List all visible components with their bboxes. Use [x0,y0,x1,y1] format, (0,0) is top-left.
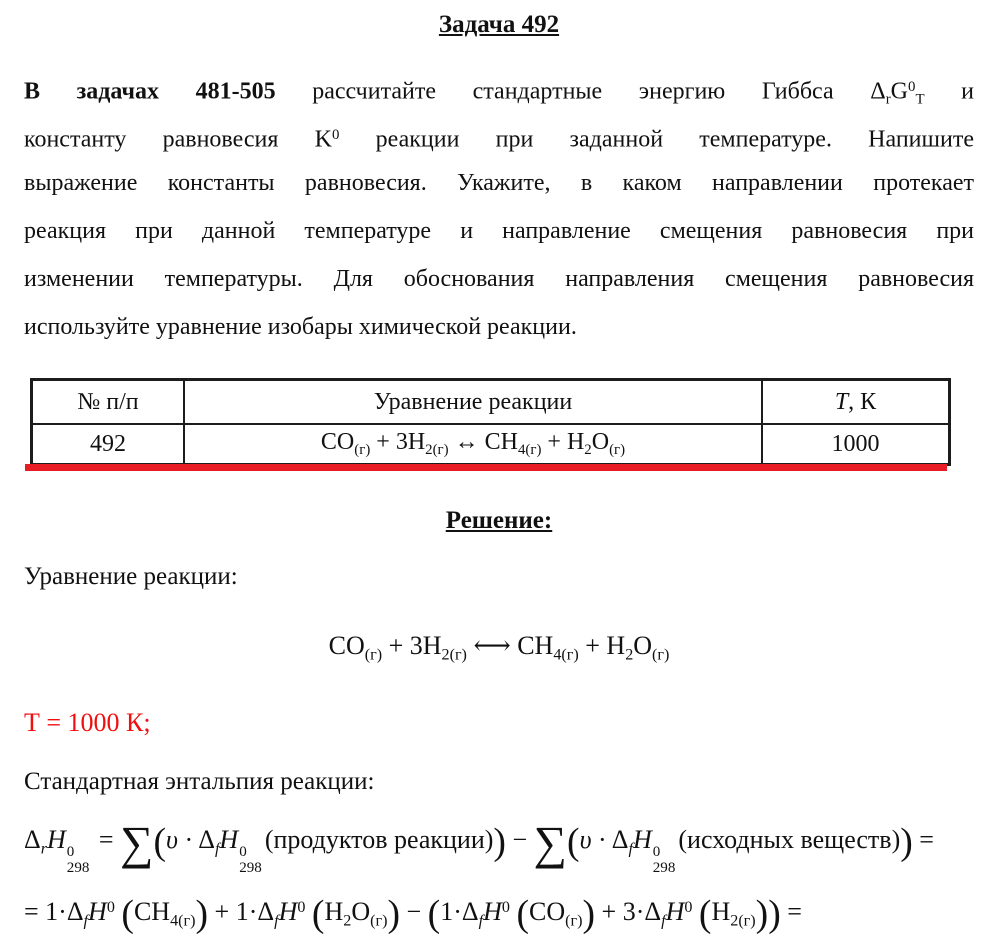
intro-paragraph [24,63,974,351]
reaction-table-wrap [30,378,947,466]
enthalpy-label: Стандартная энтальпия реакции: [24,767,375,795]
enthalpy-formula-general: $\Delta_rH$ 0 298 = $\sum(\upsilon \cdot \Delta_fH$ 0 298 (продуктов реакции)) − $\sum(\upsilon \cdot \Delta_fH$ 0 298 (исходных веществ)) = [24,816,934,876]
col-header-number: № п/п [32,380,185,425]
red-underline-bar [25,464,947,471]
enthalpy-formula-substituted: = $1\cdot\Delta_fH^0$ $(CH_{4(г)}) + 1\cdot\Delta_fH^0$ $(H_2O_{(г)}) - (1\cdot\Delta_fH^0$ $(CO_{(г)}) + 3\cdot\Delta_fH^0$ $(H_{2(г)})$) = [24,893,802,936]
solution-heading: Решение: [445,507,553,534]
document-content [0,9,1000,947]
document-page [0,9,1000,936]
intro-line: константу равновесия $K^0$ реакции при заданной температуре. Напишите [24,126,974,153]
cell-temperature: 1000 [762,424,950,465]
table-header-row [32,380,950,425]
cell-reaction-equation: $CO_{(г)} + 3H_{2(г)}$ ↔ $CH_{4(г)} + H_2O_{(г)}$ [184,424,762,465]
cell-problem-number: 492 [32,424,185,465]
intro-line: используйте уравнение изобары химической реакции. [24,314,577,340]
problem-title: Задача 492 [438,11,560,38]
col-header-equation: Уравнение реакции [184,380,762,425]
table-data-row [32,424,950,465]
reaction-table [30,378,951,466]
intro-line: реакция при данной температуре и направление смещения равновесия при [24,218,974,244]
intro-line: выражение константы равновесия. Укажите, в каком направлении протекает [24,170,974,196]
temperature-value: Т = 1000 К; [24,707,151,737]
intro-line: изменении температуры. Для обоснования направления смещения равновесия [24,266,974,292]
reaction-equation: $CO_{(г)} + 3H_{2(г)}$ ⟷ $CH_{4(г)} + H_2O_{(г)}$ [328,631,670,664]
intro-line: В задачах 481-505 рассчитайте стандартные энергию Гиббса $\Delta_rG^0_Т$ и [24,78,974,108]
col-header-temperature: T, К [762,380,950,425]
equation-label: Уравнение реакции: [24,563,238,590]
